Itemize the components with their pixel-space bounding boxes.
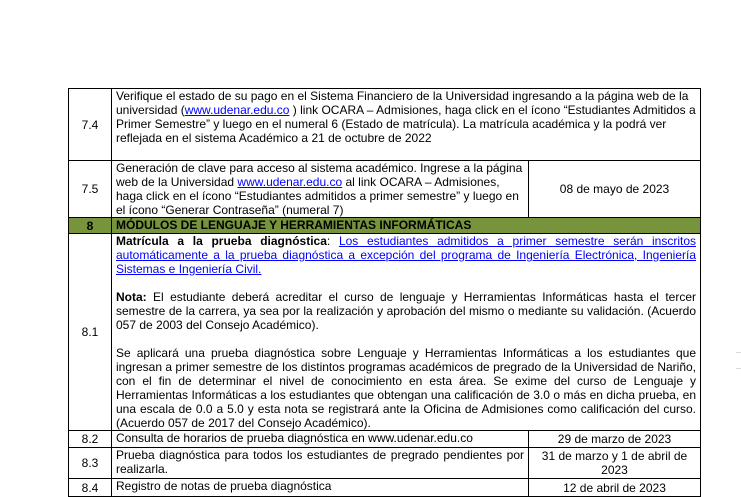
row-number: 7.4 <box>69 89 112 161</box>
description-text: Generación de clave para acceso al sistema académico. Ingrese a la página web de la Universidad <box>116 161 523 189</box>
enrollment-link[interactable]: Los estudiantes admitidos a primer semestre serán inscritos automáticamente a la prueba diagnóstica a excepción del programa de Ingeniería Electrónica, Ingeniería Sistemas e Ingeniería Civil. <box>116 234 697 276</box>
section-title: MÓDULOS DE LENGUAJE Y HERRAMIENTAS INFORMÁTICAS <box>112 218 701 234</box>
row-date: 08 de mayo de 2023 <box>529 161 701 218</box>
page-edge-mark <box>736 352 741 353</box>
row-number: 7.5 <box>69 161 112 218</box>
table-row-8-4 <box>69 479 701 497</box>
row-description <box>112 89 701 161</box>
note-text: El estudiante deberá acreditar el curso de lenguaje y Herramientas Informáticas hasta el tercer semestre de la carrera, ya sea por la realización y aprobación del mismo o mediante su validación. (Acuerdo 057 de 2003 del Consejo Académico). <box>116 290 697 332</box>
separator: : <box>326 234 339 248</box>
enrollment-paragraph <box>116 234 696 276</box>
table-row-8-2 <box>69 431 701 448</box>
description-text: ) link OCARA – Admisiones, haga click en el ícono “Estudiantes Admitidos a Primer Semestre” y luego en el numeral 6 (Estado de matrícula). La matrícula académica y la podrá ver reflejada en el sistema Académico a 21 de octubre de 2022 <box>116 103 696 145</box>
diagnostic-paragraph: Se aplicará una prueba diagnóstica sobre Lenguaje y Herramientas Informáticas a los estudiantes que ingresan a primer semestre de los distintos programas académicos de pregrado de la Universidad de Nariño, con el fin de determinar el nivel de conocimiento en esta área. Se exime del curso de Lenguaje y Herramientas Informáticas a los estudiantes que obtengan una calificación de 3.0 o más en dicha prueba, en una escala de 0.0 a 5.0 y esta nota se registrará ante la Oficina de Admisiones como calificación del curso. (Acuerdo 057 de 2017 del Consejo Académico). <box>116 346 697 430</box>
section-row-8 <box>69 218 701 234</box>
description-text: al link OCARA – Admisiones, haga click en el ícono “Estudiantes admitidos a primer semestre” y luego en el ícono “Generar Contraseña” (numeral 7) <box>116 175 519 217</box>
schedule-table <box>68 88 701 497</box>
row-date: 12 de abril de 2023 <box>529 479 701 497</box>
row-description <box>112 161 529 218</box>
row-number: 8.1 <box>69 234 112 431</box>
enrollment-label: Matrícula a la prueba diagnóstica <box>116 234 327 248</box>
udenar-link[interactable]: www.udenar.edu.co <box>184 103 290 117</box>
row-date: 31 de marzo y 1 de abril de 2023 <box>529 448 701 479</box>
row-date: 29 de marzo de 2023 <box>529 431 701 448</box>
table-row-8-3 <box>69 448 701 479</box>
note-label: Nota: <box>116 290 147 304</box>
table-row-7-5 <box>69 161 701 218</box>
row-description: Registro de notas de prueba diagnóstica <box>112 479 529 497</box>
page-edge-mark <box>736 368 741 369</box>
section-number: 8 <box>69 218 112 234</box>
description-text: Verifique el estado de su pago en el Sistema Financiero de la Universidad ingresando a la página web de la universidad ( <box>116 89 689 117</box>
row-number: 8.4 <box>69 479 112 497</box>
row-description: Prueba diagnóstica para todos los estudiantes de pregrado pendientes por realizarla. <box>112 448 529 479</box>
row-number: 8.3 <box>69 448 112 479</box>
row-number: 8.2 <box>69 431 112 448</box>
row-description <box>112 234 701 431</box>
udenar-link[interactable]: www.udenar.edu.co <box>237 175 343 189</box>
table-row-7-4 <box>69 89 701 161</box>
row-description: Consulta de horarios de prueba diagnóstica en www.udenar.edu.co <box>112 431 529 448</box>
table-row-8-1 <box>69 234 701 431</box>
note-paragraph <box>116 290 696 332</box>
